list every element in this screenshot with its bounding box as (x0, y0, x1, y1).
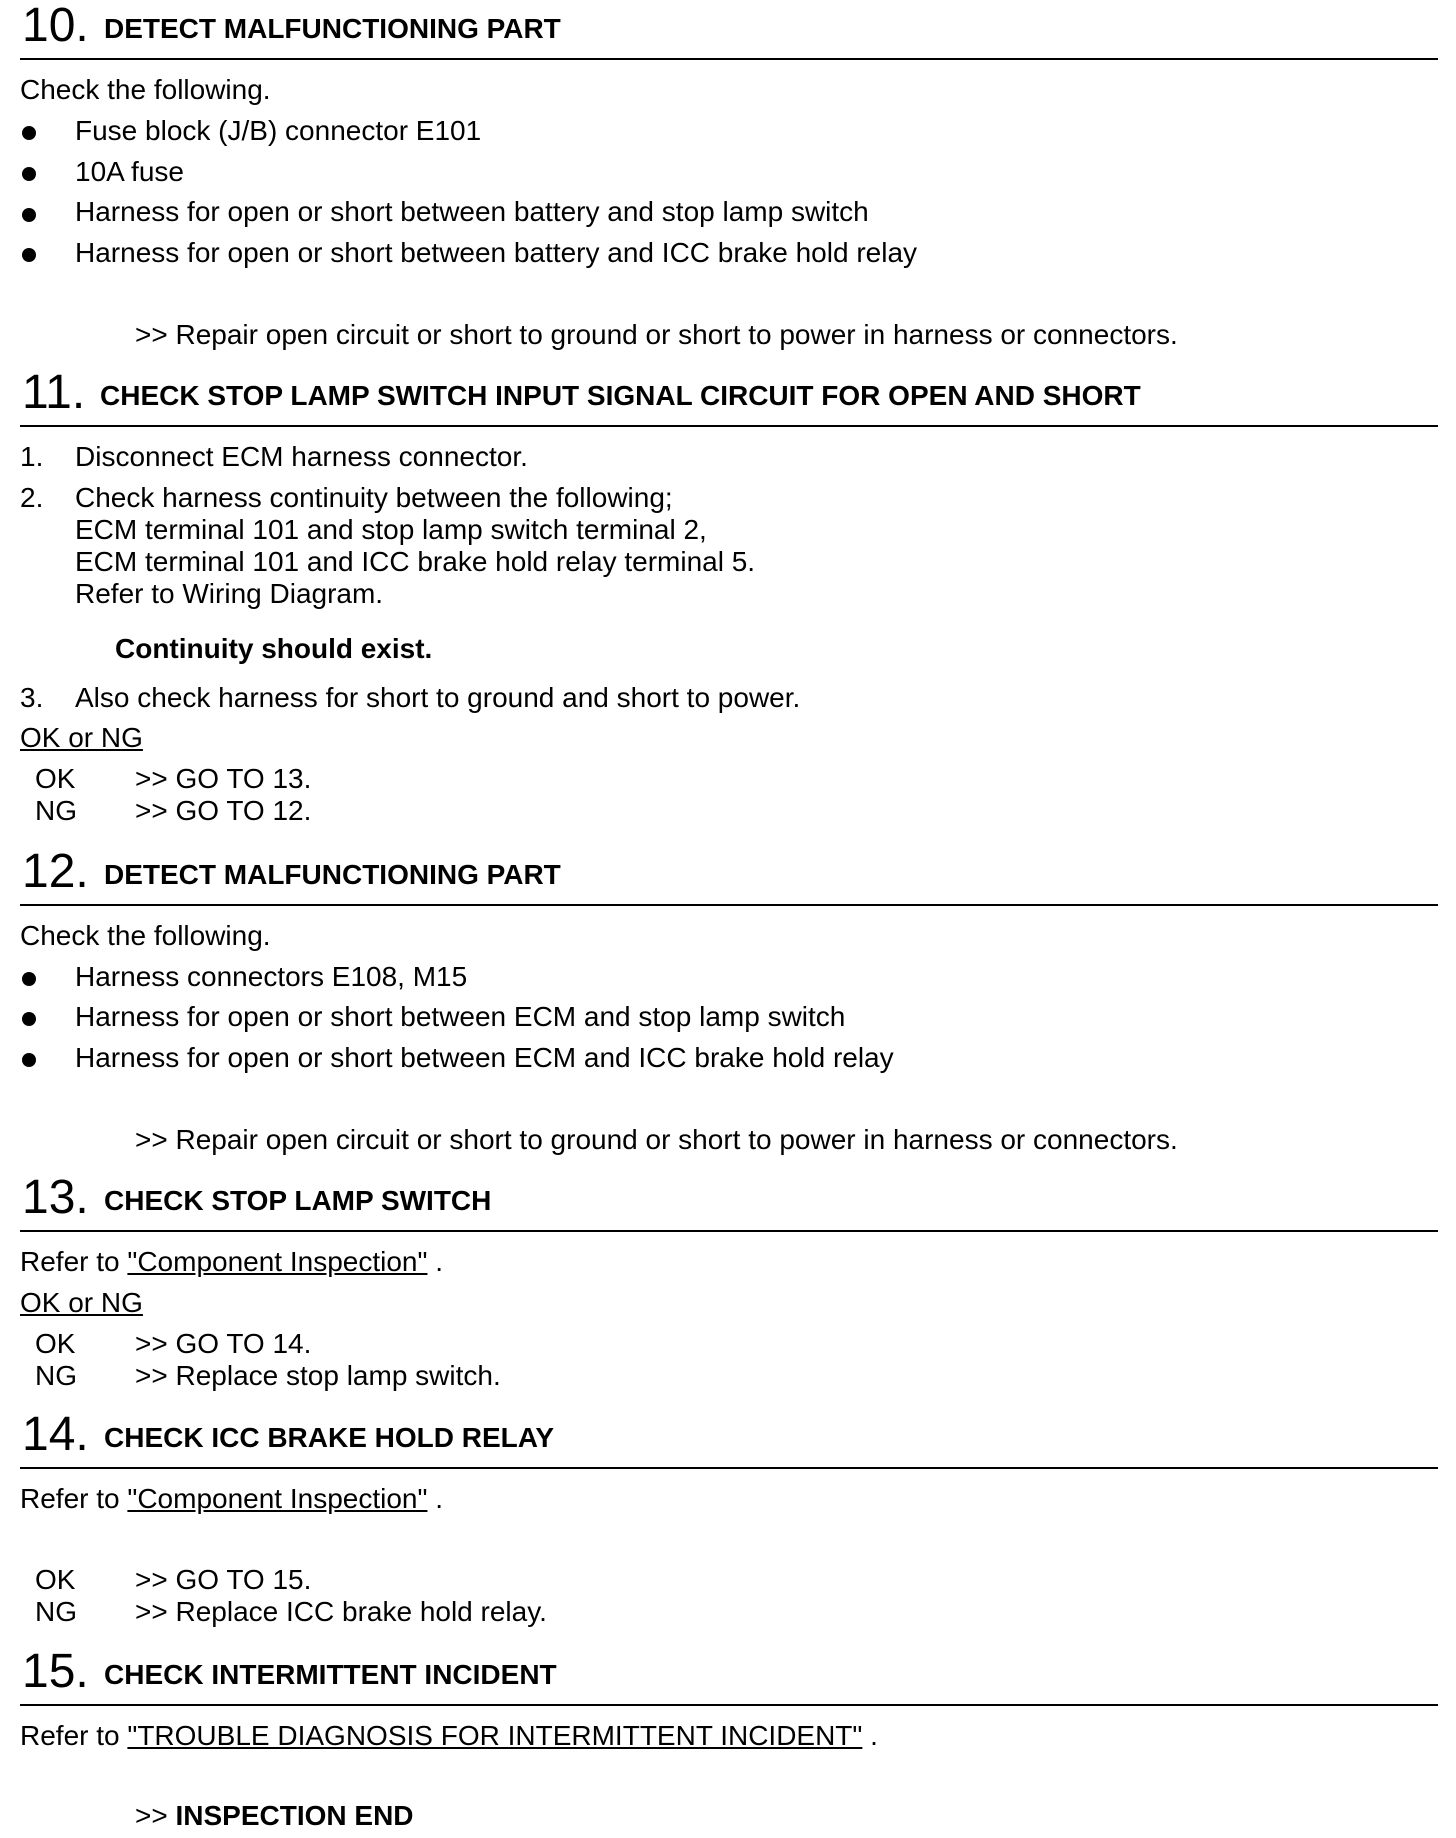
ok-action: >> GO TO 15. (135, 1564, 312, 1595)
ng-label: NG (35, 795, 77, 826)
step-text: Also check harness for short to ground and short to power. (75, 682, 801, 713)
ok-action: >> GO TO 14. (135, 1328, 312, 1359)
ng-action: >> GO TO 12. (135, 795, 312, 826)
ok-label: OK (35, 1564, 76, 1595)
intro-text: Check the following. (20, 74, 271, 105)
step-index: 3. (20, 682, 44, 713)
ng-label: NG (35, 1596, 77, 1627)
step-title: CHECK STOP LAMP SWITCH INPUT SIGNAL CIRCUIT FOR OPEN AND SHORT (100, 380, 1141, 411)
divider (20, 58, 1438, 60)
component-inspection-link[interactable]: "Component Inspection" (127, 1483, 428, 1514)
ok-action: >> GO TO 13. (135, 763, 312, 794)
step-index: 1. (20, 441, 44, 472)
step-number: 10. (22, 0, 89, 52)
step-title: CHECK ICC BRAKE HOLD RELAY (104, 1422, 555, 1453)
step-number: 12. (22, 845, 89, 898)
list-item: 10A fuse (75, 156, 184, 187)
list-item: Harness connectors E108, M15 (75, 961, 468, 992)
step-text: Refer to Wiring Diagram. (75, 578, 384, 609)
list-item: Harness for open or short between ECM and stop lamp switch (75, 1001, 846, 1032)
bullet-icon (22, 972, 36, 986)
component-inspection-link[interactable]: "Component Inspection" (127, 1246, 428, 1277)
refer-suffix: . (435, 1246, 444, 1277)
ng-action: >> Replace ICC brake hold relay. (135, 1596, 547, 1627)
step-title: DETECT MALFUNCTIONING PART (104, 13, 561, 44)
step-text: Check harness continuity between the following; (75, 482, 673, 513)
inspection-end-text: INSPECTION END (175, 1800, 414, 1831)
action-text: >> Repair open circuit or short to ground or short to power in harness or connectors. (135, 319, 1178, 350)
refer-line (20, 1246, 443, 1278)
step-title: DETECT MALFUNCTIONING PART (104, 859, 561, 890)
bullet-icon (22, 126, 36, 140)
divider (20, 1230, 1438, 1232)
refer-line (20, 1483, 443, 1515)
divider (20, 1467, 1438, 1469)
end-prefix: >> (135, 1800, 168, 1831)
intro-text: Check the following. (20, 920, 271, 951)
bullet-icon (22, 167, 36, 181)
step-number: 13. (22, 1171, 89, 1224)
divider (20, 425, 1438, 427)
action-text: >> Repair open circuit or short to ground or short to power in harness or connectors. (135, 1124, 1178, 1155)
step-number: 14. (22, 1408, 89, 1461)
ok-label: OK (35, 1328, 76, 1359)
divider (20, 1704, 1438, 1706)
bullet-icon (22, 248, 36, 262)
list-item: Harness for open or short between battery and ICC brake hold relay (75, 237, 918, 268)
step-text: ECM terminal 101 and ICC brake hold relay terminal 5. (75, 546, 756, 577)
list-item: Fuse block (J/B) connector E101 (75, 115, 482, 146)
step-title: CHECK STOP LAMP SWITCH (104, 1185, 492, 1216)
refer-prefix: Refer to (20, 1246, 120, 1277)
step-number: 15. (22, 1645, 89, 1698)
list-item: Harness for open or short between battery and stop lamp switch (75, 196, 869, 227)
refer-suffix: . (435, 1483, 444, 1514)
step-index: 2. (20, 482, 44, 513)
refer-prefix: Refer to (20, 1483, 120, 1514)
bullet-icon (22, 208, 36, 222)
bullet-icon (22, 1012, 36, 1026)
intermittent-incident-link[interactable]: "TROUBLE DIAGNOSIS FOR INTERMITTENT INCIDENT" (127, 1720, 863, 1751)
step-number: 11. (22, 366, 86, 419)
refer-line (20, 1720, 878, 1752)
ng-label: NG (35, 1360, 77, 1391)
step-text: Disconnect ECM harness connector. (75, 441, 528, 472)
note-text: Continuity should exist. (115, 633, 433, 664)
ok-or-ng-label: OK or NG (20, 722, 143, 753)
ok-label: OK (35, 763, 76, 794)
step-title: CHECK INTERMITTENT INCIDENT (104, 1659, 557, 1690)
refer-prefix: Refer to (20, 1720, 120, 1751)
step-text: ECM terminal 101 and stop lamp switch terminal 2, (75, 514, 707, 545)
divider (20, 904, 1438, 906)
ok-or-ng-label: OK or NG (20, 1287, 143, 1318)
end-line (135, 1800, 414, 1832)
bullet-icon (22, 1053, 36, 1067)
ng-action: >> Replace stop lamp switch. (135, 1360, 501, 1391)
list-item: Harness for open or short between ECM and ICC brake hold relay (75, 1042, 894, 1073)
refer-suffix: . (870, 1720, 878, 1751)
